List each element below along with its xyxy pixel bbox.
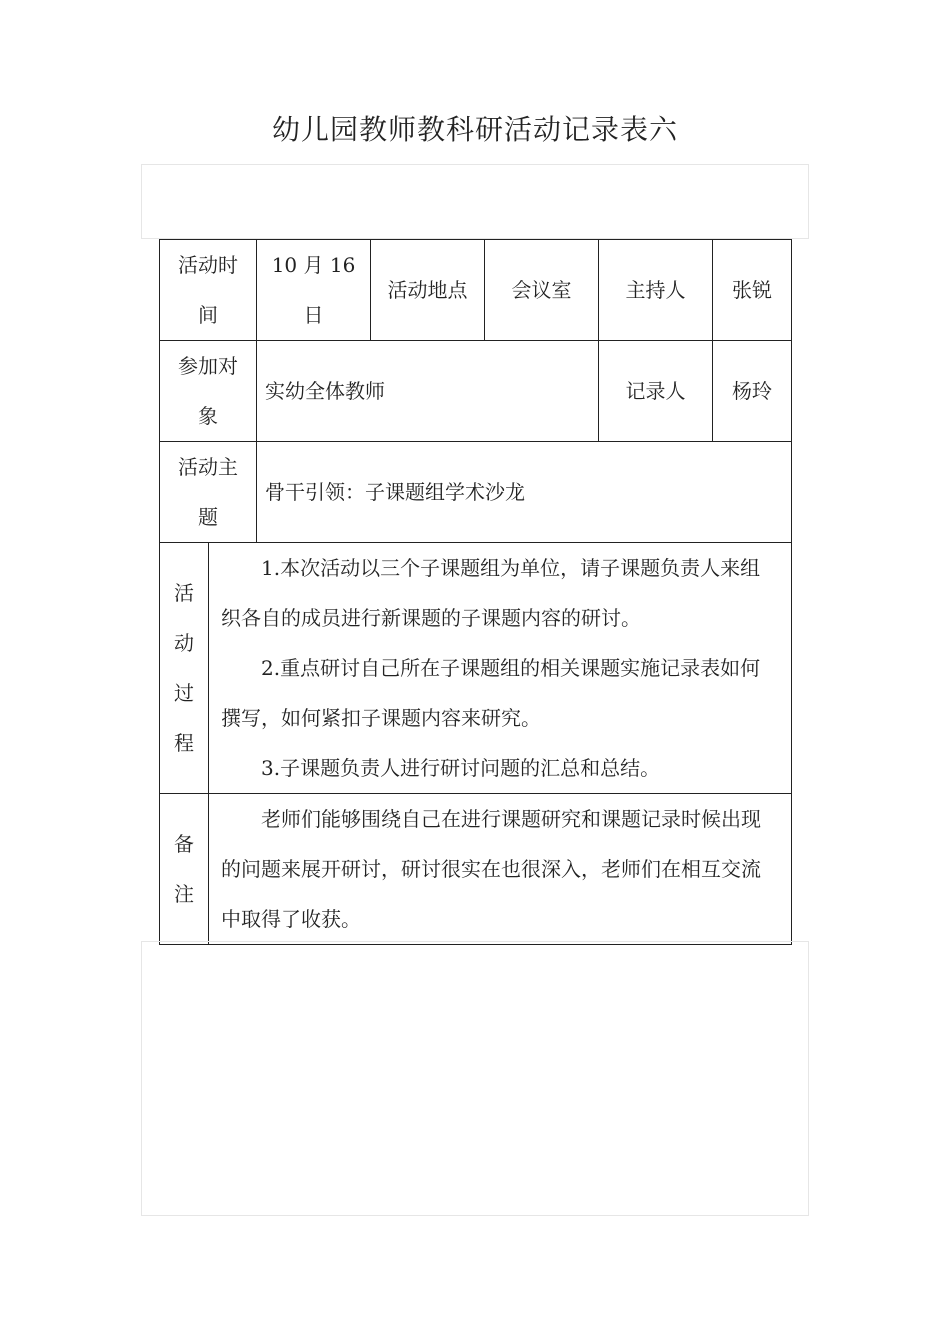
participants-label: 参加对象 — [160, 341, 257, 442]
recorder-value: 杨玲 — [713, 341, 792, 442]
activity-record-table — [159, 239, 792, 945]
remarks-label — [160, 794, 209, 945]
process-item: 1.本次活动以三个子课题组为单位，请子课题负责人来组织各自的成员进行新课题的子课题内容的研讨。 — [221, 556, 761, 630]
remarks-content — [209, 794, 792, 945]
place-value: 会议室 — [485, 240, 599, 341]
process-content — [209, 543, 792, 794]
host-value: 张锐 — [713, 240, 792, 341]
place-label: 活动地点 — [371, 240, 485, 341]
participants-value: 实幼全体教师 — [257, 341, 599, 442]
theme-value: 骨干引领：子课题组学术沙龙 — [257, 442, 792, 543]
time-label: 活动时间 — [160, 240, 257, 341]
process-item: 3.子课题负责人进行研讨问题的汇总和总结。 — [261, 756, 661, 780]
header-blank-area — [141, 164, 809, 239]
host-label: 主持人 — [599, 240, 713, 341]
process-label-char: 程 — [174, 731, 194, 755]
process-label-char: 动 — [174, 631, 194, 655]
remarks-label-char: 备 — [174, 832, 194, 856]
process-label-char: 活 — [174, 581, 194, 605]
process-label — [160, 543, 209, 794]
remarks-label-char: 注 — [174, 882, 194, 906]
theme-label: 活动主题 — [160, 442, 257, 543]
recorder-label: 记录人 — [599, 341, 713, 442]
time-value: 10 月 16 日 — [257, 240, 371, 341]
footer-blank-area — [141, 941, 809, 1216]
page-title: 幼儿园教师教科研活动记录表六 — [271, 113, 678, 146]
process-label-char: 过 — [174, 681, 194, 705]
remarks-text: 老师们能够围绕自己在进行课题研究和课题记录时候出现的问题来展开研讨，研讨很实在也很深入，老师们在相互交流中取得了收获。 — [221, 807, 761, 931]
process-item: 2.重点研讨自己所在子课题组的相关课题实施记录表如何撰写，如何紧扣子课题内容来研究。 — [221, 656, 761, 730]
